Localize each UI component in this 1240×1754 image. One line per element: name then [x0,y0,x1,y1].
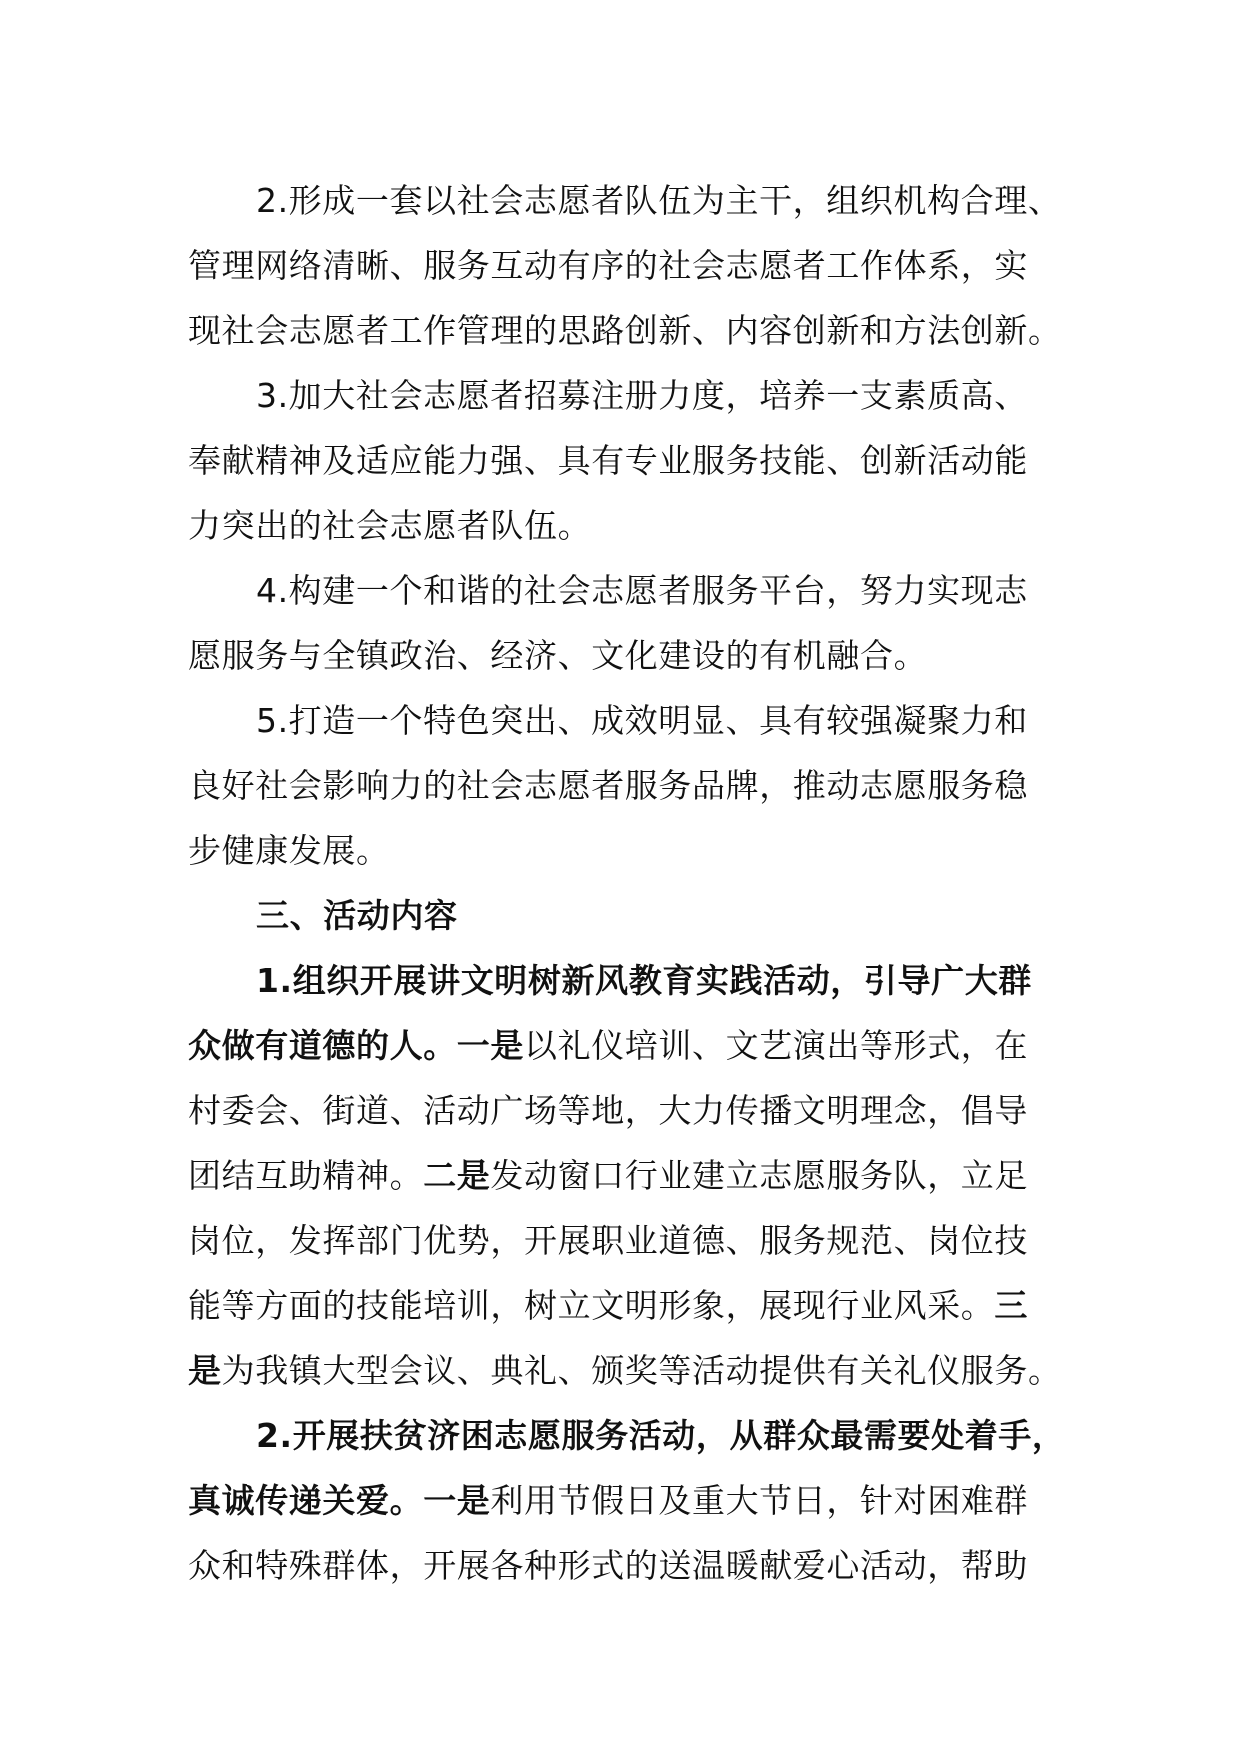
text-line [188,688,1056,753]
text-segment: 4.构建一个和谐的社会志愿者服务平台，努力实现志 [256,571,1028,610]
text-segment: 利用节假日及重大节日，针对困难群 [490,1481,1029,1520]
bold-text-segment: 2.开展扶贫济困志愿服务活动，从群众最需要处着手， [256,1416,1066,1455]
text-line [188,298,1062,363]
text-line [188,623,1056,688]
text-line [188,818,1056,883]
text-segment: 管理网络清晰、服务互动有序的社会志愿者工作体系，实 [188,246,1028,285]
text-line [188,1208,1056,1273]
text-line [188,1078,1056,1143]
text-line [188,363,1056,428]
bold-text-segment: 众做有道德的人。一是 [188,1026,524,1065]
text-line [188,1273,1056,1338]
bold-text-segment: 1.组织开展讲文明树新风教育实践活动，引导广大群 [256,961,1032,1000]
text-line [188,168,1062,233]
text-segment: 为我镇大型会议、典礼、颁奖等活动提供有关礼仪服务。 [221,1351,1062,1390]
text-line [188,1143,1056,1208]
text-segment: 良好社会影响力的社会志愿者服务品牌，推动志愿服务稳 [188,766,1028,805]
text-line [188,883,1056,948]
bold-text-segment: 是 [188,1351,222,1390]
text-segment: 村委会、街道、活动广场等地，大力传播文明理念，倡导 [188,1091,1028,1130]
bold-text-segment: 真诚传递关爱。一是 [188,1481,491,1520]
bold-text-segment: 三 [994,1286,1029,1325]
text-line [188,753,1056,818]
text-segment: 力突出的社会志愿者队伍。 [188,506,592,545]
text-segment: 岗位，发挥部门优势，开展职业道德、服务规范、岗位技 [188,1221,1028,1260]
text-segment: 奉献精神及适应能力强、具有专业服务技能、创新活动能 [188,441,1028,480]
text-line [188,233,1056,298]
text-line [188,1533,1056,1598]
text-segment: 现社会志愿者工作管理的思路创新、内容创新和方法创新。 [188,311,1062,350]
text-segment: 3.加大社会志愿者招募注册力度，培养一支素质高、 [256,376,1028,415]
text-line [188,1013,1056,1078]
bold-text-segment: 二是 [423,1156,491,1195]
text-line [188,428,1056,493]
text-segment: 步健康发展。 [188,831,390,870]
text-line [188,948,1056,1013]
text-line [188,1338,1062,1403]
text-segment: 团结互助精神。 [188,1156,424,1195]
text-segment: 5.打造一个特色突出、成效明显、具有较强凝聚力和 [256,701,1028,740]
text-line [188,1403,1066,1468]
text-line [188,1468,1056,1533]
text-segment: 愿服务与全镇政治、经济、文化建设的有机融合。 [188,636,928,675]
text-segment: 2.形成一套以社会志愿者队伍为主干，组织机构合理、 [256,181,1062,220]
text-line [188,493,1056,558]
text-segment: 能等方面的技能培训，树立文明形象，展现行业风采。 [188,1286,995,1325]
text-segment: 以礼仪培训、文艺演出等形式，在 [524,1026,1028,1065]
text-segment: 发动窗口行业建立志愿服务队，立足 [490,1156,1029,1195]
text-line [188,558,1056,623]
document-body [188,168,1066,1598]
bold-text-segment: 三、活动内容 [256,896,458,935]
text-segment: 众和特殊群体，开展各种形式的送温暖献爱心活动，帮助 [188,1546,1028,1585]
